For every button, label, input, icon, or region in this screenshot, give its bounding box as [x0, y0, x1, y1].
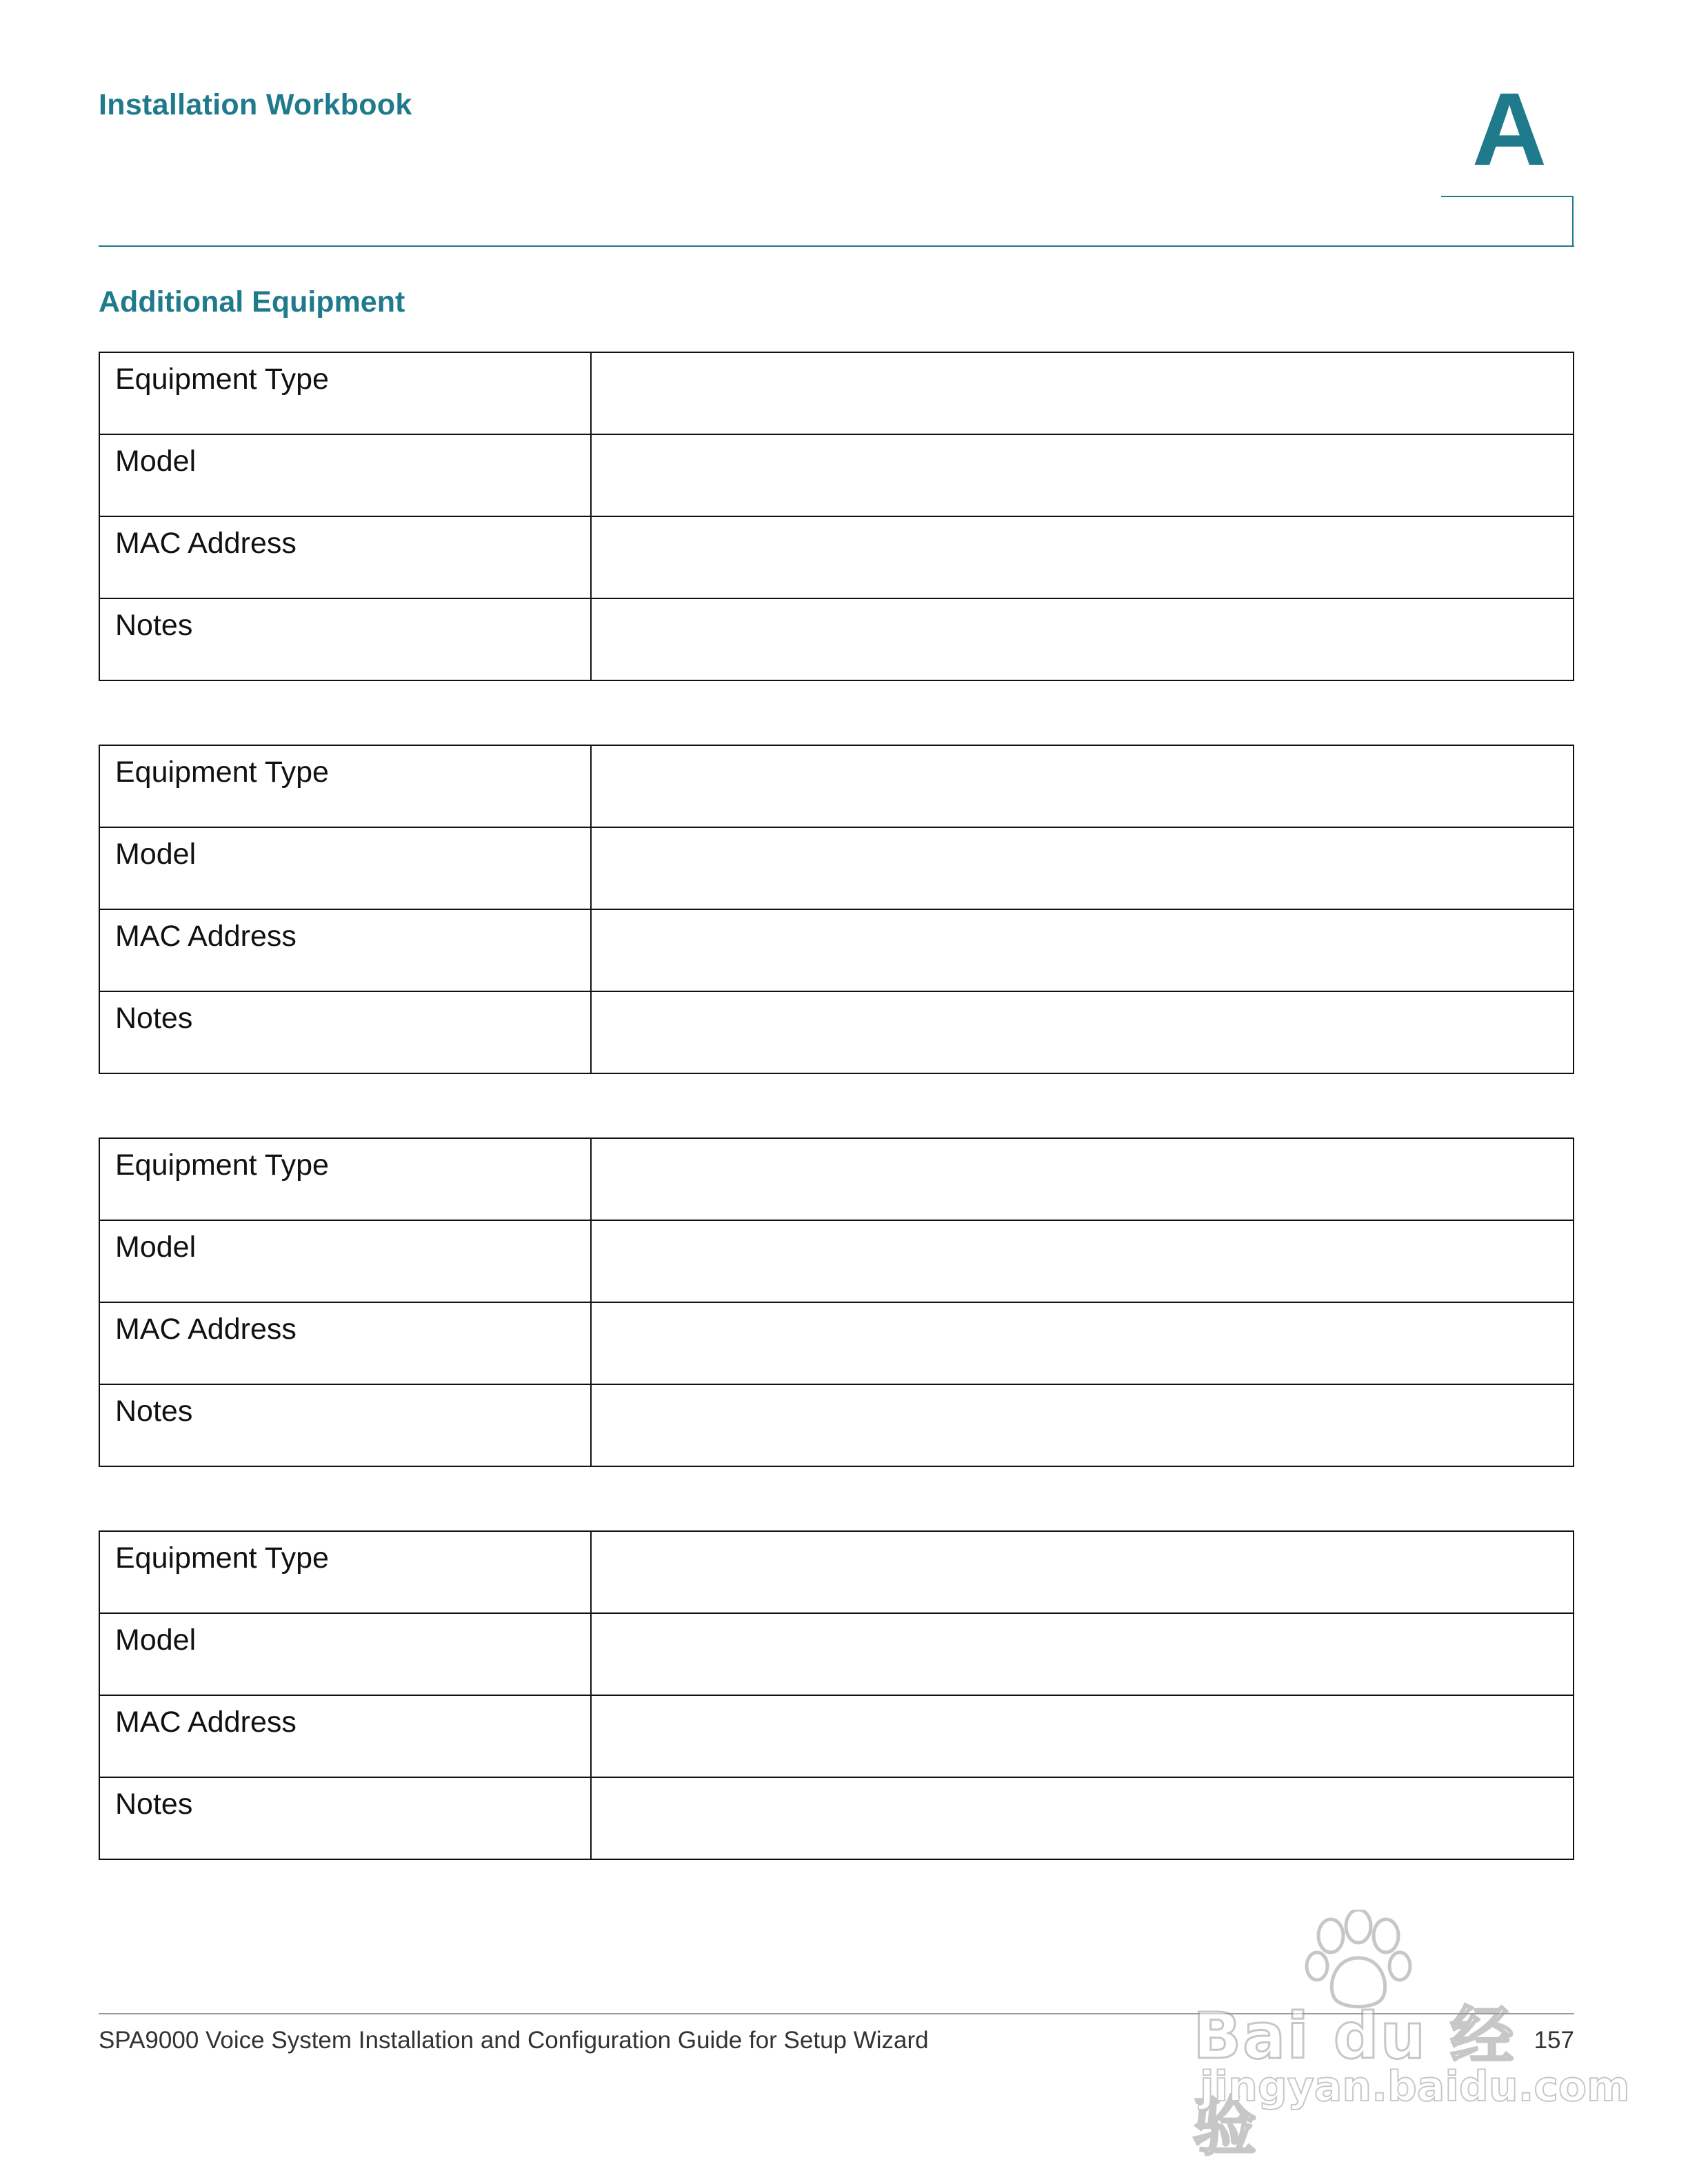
- chapter-letter: A: [1471, 71, 1547, 187]
- row-value-field[interactable]: [591, 909, 1574, 991]
- baidu-watermark: [1186, 1910, 1630, 2164]
- row-value-field[interactable]: [591, 598, 1574, 680]
- row-label: Model: [99, 827, 591, 909]
- chapter-tab-decoration: [1441, 196, 1574, 247]
- row-label: MAC Address: [99, 1695, 591, 1777]
- row-value-field[interactable]: [591, 1138, 1574, 1220]
- equipment-table-1: [99, 352, 1574, 681]
- row-label: Equipment Type: [99, 745, 591, 827]
- row-label: Model: [99, 434, 591, 516]
- watermark-brand: Bai du 经验: [1193, 1999, 1516, 2164]
- row-value-field[interactable]: [591, 827, 1574, 909]
- row-label: Notes: [99, 1777, 591, 1859]
- equipment-table-2: [99, 745, 1574, 1074]
- row-value-field[interactable]: [591, 1613, 1574, 1695]
- table-row: [99, 1613, 1574, 1695]
- row-value-field[interactable]: [591, 352, 1574, 434]
- row-label: MAC Address: [99, 909, 591, 991]
- row-value-field[interactable]: [591, 1302, 1574, 1384]
- table-row: [99, 1777, 1574, 1859]
- table-row: [99, 1384, 1574, 1466]
- row-label: Notes: [99, 991, 591, 1073]
- table-row: [99, 745, 1574, 827]
- row-label: Notes: [99, 1384, 591, 1466]
- row-value-field[interactable]: [591, 1220, 1574, 1302]
- row-value-field[interactable]: [591, 1531, 1574, 1613]
- row-label: Equipment Type: [99, 1531, 591, 1613]
- table-row: [99, 909, 1574, 991]
- row-label: Model: [99, 1613, 591, 1695]
- row-label: Model: [99, 1220, 591, 1302]
- row-value-field[interactable]: [591, 516, 1574, 598]
- section-title: Additional Equipment: [99, 285, 405, 318]
- row-label: Equipment Type: [99, 352, 591, 434]
- table-row: [99, 1302, 1574, 1384]
- table-row: [99, 1531, 1574, 1613]
- row-value-field[interactable]: [591, 745, 1574, 827]
- page-header-title: Installation Workbook: [99, 88, 412, 121]
- row-value-field[interactable]: [591, 1384, 1574, 1466]
- table-row: [99, 352, 1574, 434]
- header-divider: [99, 245, 1574, 247]
- row-label: MAC Address: [99, 1302, 591, 1384]
- table-row: [99, 516, 1574, 598]
- row-value-field[interactable]: [591, 991, 1574, 1073]
- row-label: MAC Address: [99, 516, 591, 598]
- page-number: 157: [1534, 2027, 1574, 2054]
- row-label: Equipment Type: [99, 1138, 591, 1220]
- watermark-url: jingyan.baidu.com: [1200, 2063, 1630, 2111]
- table-row: [99, 1220, 1574, 1302]
- table-row: [99, 827, 1574, 909]
- row-value-field[interactable]: [591, 434, 1574, 516]
- table-row: [99, 1695, 1574, 1777]
- table-row: [99, 434, 1574, 516]
- row-value-field[interactable]: [591, 1695, 1574, 1777]
- table-row: [99, 1138, 1574, 1220]
- footer-guide-title: SPA9000 Voice System Installation and Configuration Guide for Setup Wizard: [99, 2027, 929, 2054]
- equipment-table-4: [99, 1530, 1574, 1860]
- table-row: [99, 598, 1574, 680]
- row-value-field[interactable]: [591, 1777, 1574, 1859]
- equipment-table-3: [99, 1138, 1574, 1467]
- row-label: Notes: [99, 598, 591, 680]
- table-row: [99, 991, 1574, 1073]
